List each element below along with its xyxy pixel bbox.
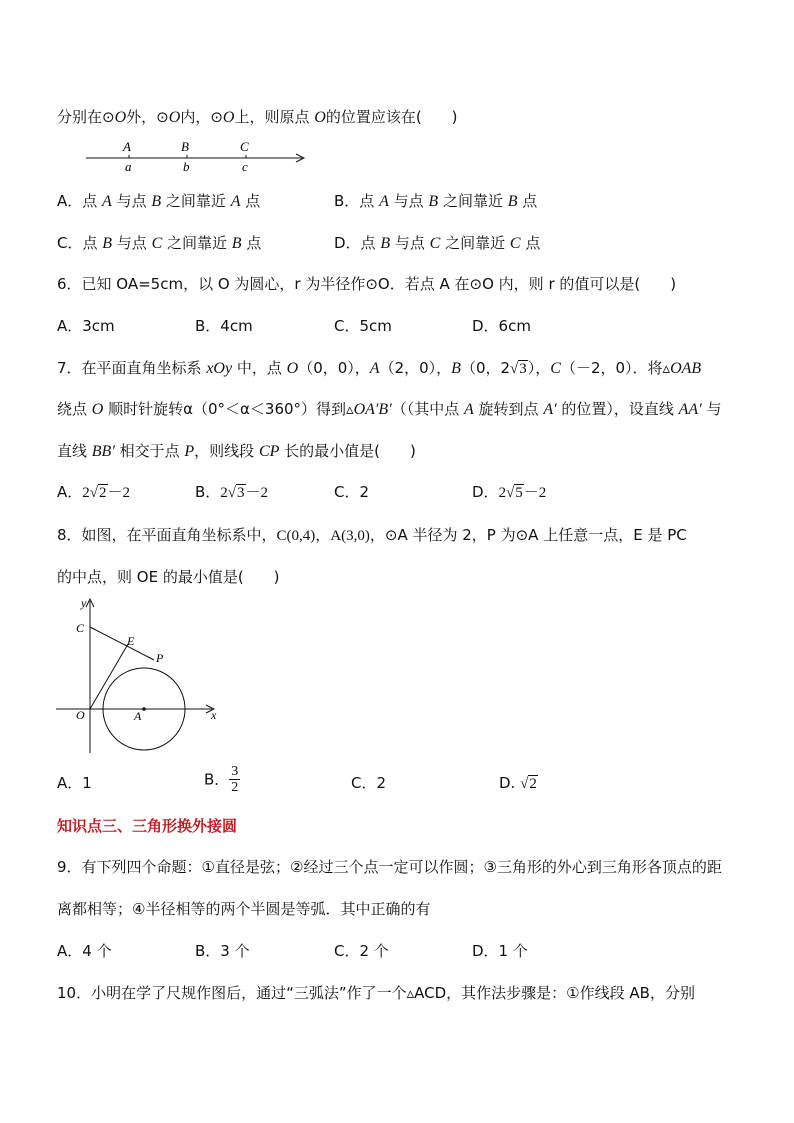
- fig-label-e: E: [127, 634, 135, 648]
- q6-option-d[interactable]: D．6cm: [472, 317, 531, 335]
- section-heading: 知识点三、三角形换外接圆: [57, 817, 238, 835]
- q9-option-b[interactable]: B．3 个: [195, 942, 250, 960]
- q9-option-c[interactable]: C．2 个: [334, 942, 389, 960]
- nl-upper-a: A: [123, 139, 131, 154]
- q5-number-line: [80, 136, 320, 176]
- q9-line2: 离都相等；④半径相等的两个半圆是等弧．其中正确的有: [57, 900, 431, 918]
- nl-lower-a: a: [125, 159, 132, 174]
- q8-option-c[interactable]: C．2: [351, 774, 387, 792]
- q7-option-d[interactable]: D．2√5－2: [472, 483, 547, 501]
- q7-option-b[interactable]: B．2√3－2: [195, 483, 269, 501]
- q7-line3: 直线 BB′ 相交于点 P，则线段 CP 长的最小值是( ): [57, 442, 416, 460]
- q9-line1: 9．有下列四个命题：①直径是弦；②经过三个点一定可以作圆；③三角形的外心到三角形各顶点的距: [57, 858, 722, 876]
- q5-option-d[interactable]: D．点 B 与点 C 之间靠近 C 点: [334, 234, 541, 252]
- fig-label-y: y: [81, 596, 87, 610]
- nl-upper-c: C: [240, 139, 249, 154]
- fig-label-a: A: [134, 709, 142, 723]
- fig-label-o: O: [76, 708, 85, 722]
- q6-option-b[interactable]: B．4cm: [195, 317, 253, 335]
- q6-stem: 6．已知 OA=5cm，以 O 为圆心，r 为半径作⊙O．若点 A 在⊙O 内，则 r 的值可以是( ): [57, 275, 677, 293]
- q5-stem: 分别在⊙O外，⊙O内，⊙O上，则原点 O的位置应该在( ): [57, 108, 458, 126]
- q6-option-c[interactable]: C．5cm: [334, 317, 392, 335]
- fig-label-x: x: [211, 708, 217, 722]
- q9-option-d[interactable]: D．1 个: [472, 942, 528, 960]
- q7-line1: 7．在平面直角坐标系 xOy 中，点 O（0，0），A（2，0），B（0，2√3），C（－2，0）．将▵OAB: [57, 359, 702, 377]
- fig-label-p: P: [156, 651, 164, 665]
- q10-line1: 10．小明在学了尺规作图后，通过“三弧法”作了一个▵ACD，其作法步骤是：①作线段 AB，分别: [57, 984, 695, 1002]
- q8-option-d[interactable]: D. √2: [499, 774, 537, 792]
- q7-option-a[interactable]: A．2√2－2: [57, 483, 131, 501]
- q5-option-c[interactable]: C．点 B 与点 C 之间靠近 B 点: [57, 234, 262, 252]
- q8-option-b[interactable]: B． $\frac{3}{2}$: [204, 764, 239, 795]
- q8-line1: 8．如图，在平面直角坐标系中，C(0,4)，A(3,0)，⊙A 半径为 2，P 为⊙A 上任意一点，E 是 PC: [57, 526, 687, 544]
- q6-option-a[interactable]: A．3cm: [57, 317, 115, 335]
- nl-lower-c: c: [242, 159, 248, 174]
- q9-option-a[interactable]: A．4 个: [57, 942, 112, 960]
- nl-upper-b: B: [181, 139, 189, 154]
- q8-figure: [54, 595, 234, 755]
- q5-option-b[interactable]: B．点 A 与点 B 之间靠近 B 点: [334, 192, 538, 210]
- nl-lower-b: b: [183, 159, 190, 174]
- q7-line2: 绕点 O 顺时针旋转α（0°＜α＜360°）得到▵OA′B′（（其中点 A 旋转到点 A′ 的位置），设直线 AA′ 与: [57, 400, 722, 418]
- q7-option-c[interactable]: C．2: [334, 483, 370, 501]
- q8-line2: 的中点，则 OE 的最小值是( ): [57, 568, 280, 586]
- q8-option-a[interactable]: A．1: [57, 774, 92, 792]
- fig-label-c: C: [76, 621, 85, 635]
- q5-option-a[interactable]: A．点 A 与点 B 之间靠近 A 点: [57, 192, 261, 210]
